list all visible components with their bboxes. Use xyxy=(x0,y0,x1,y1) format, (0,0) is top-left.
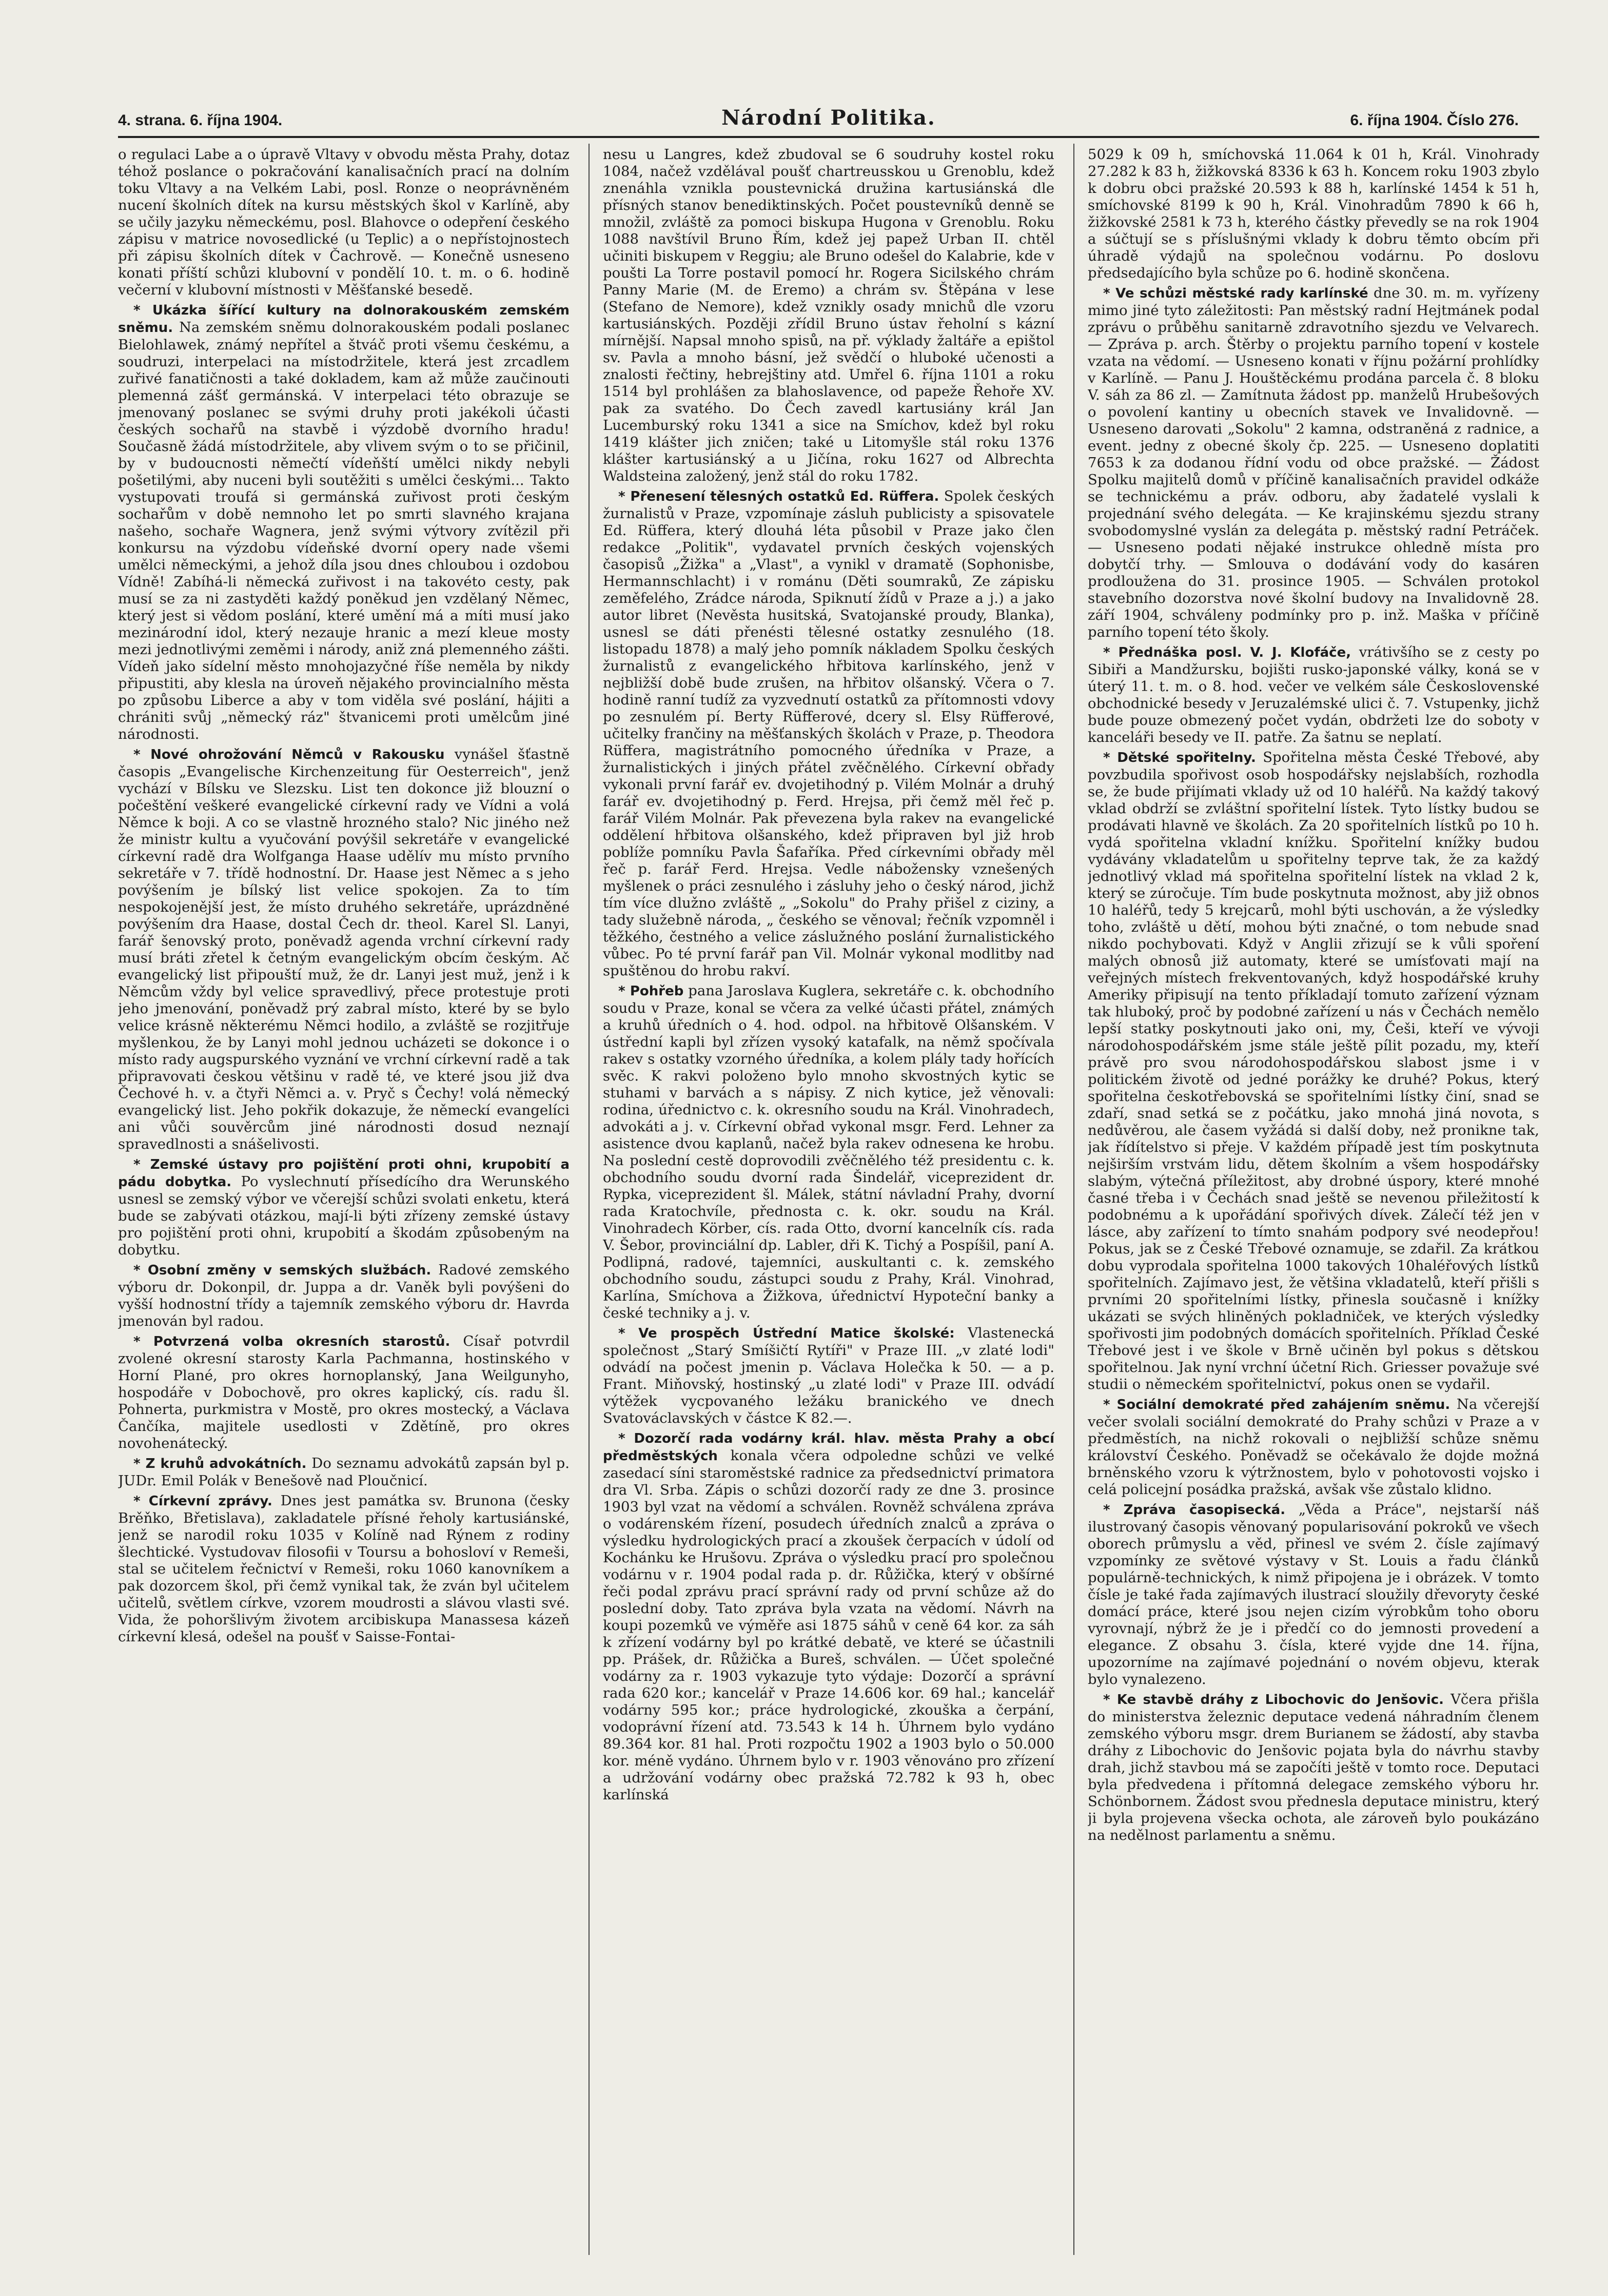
article-heading: * Ukázka šířící kultury na dolnorakouském zemském sněmu. xyxy=(118,303,570,336)
article-heading: * Přednáška posl. V. J. Klofáče, xyxy=(1103,645,1351,660)
article-text: Do seznamu advokátů zapsán byl p. JUDr. Emil Polák v Benešově nad Ploučnicí. xyxy=(118,1455,570,1489)
article-paragraph xyxy=(118,1156,570,1259)
column-2 xyxy=(603,146,1054,2255)
article-paragraph xyxy=(603,1325,1054,1427)
article-text: Spořitelna města České Třebové, aby povzbudila spořivost osob hospodářsky nejslabších, rozhodla se, že bude přijímati vklady už od 10 haléřů. Na každý takový vklad obdrží se zvláštní spořitelní lístek. Tyto lístky budou se prodávati hlavně ve školách. Za 20 spořitelních lístků po 10 h. vydá spořitelna vkladní knížku. Spořitelní knížky budou vydávány vkladatelům u spořitelny teprve tak, že za každý jednotlivý vklad má spořitelna spořitelní lístek na vklad 2 k, který se zúročuje. Tím bude poskytnuta možnost, aby již obnos 10 haléřů, tedy 5 krejcarů, mohl býti uschován, a že výsledky toho, zvláště u dětí, mohou býti značné, o tom nebude snad nikdo pochybovati. Když v Anglii zřizují se k vůli spoření malých obnosů již automaty, které se umísťovati mají na veřejných místech frekventovaných, když hospodářské kruhy Ameriky připisují na tento příkladají tomuto zařízení význam tak hluboký, proč by podobné zařízení u nás v Čechách nemělo lepší statky poskytnouti jako oni, my, Češi, kteří ve vývoji národohospodářském jsme stále ještě pílit pozadu, my, kteří právě pro svou národohospodářskou slabost jsme i v politickém životě od jedné porážky ke druhé? Pokus, který spořitelna českotřebovská se spořitelními lístky činí, snad se zdaří, snad setká se z počátku, jako mnohá jiná novota, s nedůvěrou, ale časem vyžádá si další doby, než pronikne tak, jak řídítelstvo si přeje. V každém případě jest tím poskytnuta nejširším vrstvám lidu, dětem školním a všem hospodářsky slabým, výtečná příležitost, aby drobné úspory, které mnohé časné třeba i v Čechách snad ještě se nevenou přiležitostí k podobnému a k upořádání spořivých dívek. Zálečí též jen v lásce, aby zařízení to tímto snahám podpory své neodepřou! Pokus, jak se z České Třebové oznamuje, se zdařil. Za krátkou dobu vyprodala spořitelna 1000 takových 10haléřových lístků spořitelních. Zajímavo jest, že většina vkladatelů, kteří přišli s prvními 20 spořitelními lístky, přinesla současně i knížky ukázati se svých hliněných pokladniček, ve kterých výsledky spořivosti jim podobných domácích spořitelních. Příklad České Třebové jest i ve škole v Brně učiněn byl pokus s dětskou spořitelnou. Jak nyní vrchní účetní Rich. Griesser považuje své studii o německém spořitelnictví, pokus onen se vydařil. xyxy=(1088,749,1539,1392)
article-heading: * Potvrzená volba okresních starostů. xyxy=(133,1334,450,1349)
article-paragraph xyxy=(1088,146,1539,282)
article-heading: * Nové ohrožování Němců v Rakousku xyxy=(133,747,445,762)
article-paragraph xyxy=(118,1455,570,1489)
newspaper-page xyxy=(118,92,1539,2273)
article-text: Po vyslechnutí přísedícího dra Werunského usnesl se zemský výbor ve včerejší schůzi svolati enketu, která bude se zabývati otázkou, mají-li býti zřízeny zemské ústavy pro pojištění proti ohni, krupobití a škodám způsobeným na dobytku. xyxy=(118,1173,570,1258)
article-heading: * Církevní zprávy. xyxy=(133,1494,272,1509)
article-heading: * Přenesení tělesných ostatků Ed. Rüffera. xyxy=(618,489,939,504)
article-paragraph xyxy=(118,1493,570,1645)
article-heading: * Pohřeb xyxy=(618,984,684,999)
article-paragraph xyxy=(1088,1501,1539,1688)
column-3 xyxy=(1088,146,1539,2255)
article-text: konala včera odpoledne schůzi ve velké zasedací síni staroměstské radnice za předsednictví primatora dra Vl. Srba. Zápis o schůzi dozorčí rady ze dne 3. prosince 1903 byl vzat na vědomí a schválen. Rovněž schválena zpráva o vodárenském řízení, posudech úředních znalců a zpráva o výsledku hydrologických prací a zkoušek čerpacích v údolí od Kochánku ke Hrušovu. Zpráva o výsledku prací pro společnou vodárnu v r. 1904 podal rada p. dr. Růžička, který v obšírné řeči podal zprávu prací správní rady od první schůze až do poslední doby. Tato zpráva byla vzata na vědomí. Návrh na koupi pozemků ve výměře asi 1875 sáhů v ceně 64 kor. za sáh k zřízení vodárny byl po krátké debatě, ve které se účastnili pp. Prášek, dr. Růžička a Bureš, schválen. — Účet společné vodárny za r. 1903 vykazuje tyto výdaje: Dozorčí a správní rada 620 kor.; kancelář v Praze 14.606 kor. 69 hal.; kancelář vodárny 595 kor.; práce hydrologické, zkouška a čerpání, vodoprávní řízení atd. 73.543 k 14 h. Úhrnem bylo vydáno 89.364 kor. 81 hal. Proti rozpočtu 1902 a 1903 bylo o 50.000 kor. méně vydáno. Úhrnem bylo v r. 1903 věnováno pro zřízení a udržování vodárny obec pražská 72.782 k 93 h, obec karlínská xyxy=(603,1447,1054,1803)
article-paragraph xyxy=(1088,1396,1539,1498)
article-text: o regulaci Labe a o úpravě Vltavy v obvodu města Prahy, dotaz téhož poslance o pokračování kanalisačních prací na dolním toku Vltavy a na Velkém Labi, posl. Ronze o neoprávněném nucení školních dítek na kursu městských škol v Karlíně, aby se učily jazyku německému, posl. Blahovce o odepření českého zápisu v matrice novosedlické (u Teplic) a o nepřístojnostech při zápisu školních dítek v Čachrově. — Konečně usneseno konati příští schůzi klubovní v pondělí 10. t. m. o 6. hodině večerní v klubovní místnosti v Měšťanské besedě. xyxy=(118,146,570,298)
page-number-date: 4. strana. 6. října 1904. xyxy=(118,112,283,129)
article-paragraph xyxy=(118,302,570,743)
article-heading: * Zemské ústavy pro pojištění proti ohni, krupobití a pádu dobytka. xyxy=(118,1157,570,1190)
masthead-title: Národní Politika. xyxy=(721,106,936,130)
article-heading: * Ve schůzi městské rady karlínské xyxy=(1103,286,1368,301)
article-text: Vlastenecká společnost „Starý Smíšičtí Rytíři" v Praze III. „v zlaté lodi" odvádí na počest jmenin p. Václava Holečka k 50. — a p. Frant. Miňovský, hostinský „u zlaté lodi" v Praze III. odvádí výtěžek vycpovaného ležáku branického ve dnech Svatováclavských v částce K 82.—. xyxy=(603,1325,1054,1426)
column-1 xyxy=(118,146,570,2255)
article-paragraph xyxy=(118,746,570,1153)
article-text: Dnes jest památka sv. Brunona (česky Brěňko, Břetislava), zakladatele přísné řeholy kartusiánské, jenž se narodil roku 1035 v Kolíně nad Rýnem z rodiny šlechtické. Vystudovav filosofii v Toursu a bohosloví v Remeši, stal se učitelem řečnictví v Remeši, roku 1060 kanovníkem a pak dozorcem škol, při čemž vynikal tak, že zván byl učitelem učitelů, světlem církve, vzorem moudrosti a slávou vlasti své. Vida, že pohoršlivým životem arcibiskupa Manassesa kázeň církevní klesá, odešel na poušť v Saisse-Fontai- xyxy=(118,1493,570,1645)
article-paragraph xyxy=(1088,749,1539,1393)
article-text: 5029 k 09 h, smíchovská 11.064 k 01 h, Král. Vinohrady 27.282 k 83 h, žižkovská 8336 k 63 h. Koncem roku 1903 zbylo k dobru obci pražské 20.593 k 88 h, karlínské 1454 k 51 h, smíchovské 8199 k 90 h, Král. Vinohradům 7890 k 66 h, žižkovské 2581 k 73 h, kterého částky převedly se na rok 1904 a súčtují se s příslušnými vklady k dobru těmto obcím při úhradě výdajů na společnou vodárnu. Po doslovu předsedajícího byla schůze po 6. hodině skončena. xyxy=(1088,146,1539,281)
article-text: vrátivšího se z cesty po Sibiři a Mandžursku, bojišti rusko-japonské války, koná se v úterý 11. t. m. o 8. hod. večer ve velkém sále Československé obchodnické besedy v Jeruzalémské ulici č. 7. Vstupenky, jichž bude pouze obmezený počet vydán, obdržeti lze do soboty v kanceláři besedy ve II. patře. Za šatnu se neplatí. xyxy=(1088,644,1539,745)
article-paragraph xyxy=(118,1333,570,1452)
article-paragraph xyxy=(603,1430,1054,1803)
page-header xyxy=(118,103,1539,133)
article-heading: * Dozorčí rada vodárny král. hlav. města Prahy a obcí předměstských xyxy=(603,1431,1054,1464)
article-text: Spolek českých žurnalistů v Praze, vzpomínaje zásluh publicisty a spisovatele Ed. Rüffera, který dlouhá léta působil v Praze jako člen redakce „Politik", vydavatel prvních českých vojenských časopisů „Žižka" a „Vlast", a vynikl v dramatě (Sophonisbe, Hermannschlacht) i v románu (Děti soumraků, Ze zápisku zeměfelého, Zrádce národa, Spiknutí žídů v Praze a j.) a jako autor libret (Nevěsta husitská, Svatojanské proudy, Blanka), usnesl se dáti přenésti tělesné ostatky zesnulého (18. listopadu 1878) a malý jeho pomník nákladem Spolku českých žurnalistů z evangelického hřbitova karlínského, jenž v nejbližší době bude zrušen, na hřbitov olšanský. Včera o 7. hodině ranní tudíž za vyzvednutí ostatků za přítomnosti vdovy po zesnulém pí. Berty Rüfferové, dcery sl. Elsy Rüfferové, učitelky frančiny na měšťanských školách v Praze, p. Theodora Rüffera, magistrátního pomocného úředníka v Praze, a žurnalistických i jiných přátel zvěčnělého. Církevní obřady vykonali první farář ev. dvojetihodný p. Vilém Molnár a druhý farář ev. dvojetihodný p. Ferd. Hrejsa, při čemž měl řeč p. farář Vilém Molnár. Pak převezena byla rakev na evangelické oddělení hřbitova olšanského, kdež připraven byl již hrob poblíže pomníku Pavla Šafaříka. Před církevními obřady měl řeč p. farář Ferd. Hrejsa. Vedle nábožensky vznešených myšlenek o práci zesnulého i zásluhy jeho o český národ, jichž tím více dlužno zvláště „ „Sokolu" do Prahy přišel z ciziny, a tady služebně národa, „ českého se věnoval; řečník vzpomněl i těžkého, čestného a velice záslužného poslání žurnalistického vůbec. Po té první farář pan Vil. Molnár vykonal modlitby nad spuštěnou do hrobu rakví. xyxy=(603,488,1054,979)
header-rule xyxy=(118,136,1539,138)
article-text: pana Jaroslava Kuglera, sekretáře c. k. obchodního soudu v Praze, konal se včera za velké účasti přátel, známých a kruhů úředních o 4. hod. odpol. na hřbitově Olšanském. V ústřední kapli byl zřízen vysoký katafalk, na němž spočívala rakev s ostatky vzorného úředníka, a kolem plály tady hořících svěc. K rakvi položeno bylo mnoho skvostných kytic se stuhami v barvách a s nápisy. Z nich kytice, jež věnovali: rodina, úřednictvo c. k. okresního soudu na Král. Vinohradech, advokáti a j. v. Církevní obřad vykonal msgr. Ferd. Lehner za asistence dvou kaplanů, načež byla rakev odnesena ke hrobu. Na poslední cestě doprovodili zvěčnělého též presidentu c. k. obchodního soudu dvorní rada Šindelář, viceprezident dr. Rypka, viceprezident šl. Málek, státní návladní Prahy, dvorní rada Kratochvíle, přednosta c. k. okr. soudu na Král. Vinohradech Körber, cís. rada Otto, dvorní kancelník cís. rada V. Šebor, provinciální dp. Labler, dři K. Tichý a Pospíšil, paní A. Podlipná, radové, tajemníci, auskultanti c. k. zemského obchodního soudu, zástupci soudu z Prahy, Král. Vinohrad, Karlína, Smíchova a Žižkova, úřednictví Hypoteční banky a české techniky a j. v. xyxy=(603,983,1054,1321)
issue-date-number: 6. října 1904. Číslo 276. xyxy=(1350,112,1519,129)
article-heading: * Dětské spořitelny. xyxy=(1103,750,1256,766)
article-paragraph xyxy=(603,488,1054,979)
article-heading: * Sociální demokraté před zahájením sněmu. xyxy=(1103,1397,1450,1412)
article-text: Radové zemského výboru dr. Dokonpil, dr. Juppa a dr. Vaněk byli povýšeni do vyšší hodnostní třídy a tajemník zemského výboru dr. Havrda jmenován byl radou. xyxy=(118,1262,570,1329)
article-paragraph xyxy=(118,1262,570,1330)
article-text: „Věda a Práce", nejstarší náš ilustrovaný časopis věnovaný popularisování pokroků ve všech oborech průmyslu a věd, přinesl ve svém 2. čísle zajímavý vzpomínky ze světové výstavy v St. Louis a řadu článků populárně-technických, k nimž připojena je i obrázek. V tomto čísle je také řada zajímavých ilustrací sloužily dřevoryty české domácí práce, které jsou nejen cizím výrobkům toho oboru vyrovnají, nýbrž že je i předčí co do jemnosti provedení a elegance. Z obsahu 3. čísla, které vyjde dne 14. října, upozorníme na zajímavé pojednání o novém objevu, kterak bylo vynalezeno. xyxy=(1088,1501,1539,1687)
article-heading: * Zpráva časopisecká. xyxy=(1103,1502,1286,1518)
article-text: Císař potvrdil zvolené okresní starosty Karla Pachmanna, hostinského v Horní Plané, pro okres hornoplanský, Jana Weilgunyho, hospodáře v Dobochově, pro okres kaplický, cís. radu šl. Pohnerta, purkmistra v Mostě, pro okres mostecký, a Václava Čančíka, majitele usedlosti v Zdětíně, pro okres novohenátecký. xyxy=(118,1333,570,1451)
article-paragraph xyxy=(603,983,1054,1322)
article-paragraph xyxy=(1088,644,1539,746)
article-text: vynášel šťastně časopis „Evangelische Kirchenzeitung für Oesterreich", jenž vychází v Bílsku ve Slezsku. List ten dokonce již blouzní o počeštění veškeré evangelické církevní rady ve Vídni a volá Němce k boji. A co se vlastně hrozného stalo? Nic jiného než že ministr kultu a vyučování povýšil sekretáře v evangelické církevní radě dra Wolfganga Haase udělív mu místo prvního sekretáře v 7. třídě hodnostní. Dr. Haase jest Němec a s jeho povýšením je bílský list velice spokojen. Za to tím nespokojenější jest, že místo druhého sekretáře, uprázdněné povýšením dra Haase, dostal Čech dr. theol. Karel Sl. Lanyi, farář šenovský proto, poněvadž agenda vrchní církevní rady musí bráti zřetel k četným evangelickým obcím českým. Ač evangelický list připouští muž, že dr. Lanyi jest muž, jenž i k Němcům vždy byl velice spravedlivý, přece protestuje proti jeho jmenování, poněvadž prý zabral místo, které by se bylo velice krásně některému Němci hodilo, a zvláště se rozjitřuje myšlenkou, že by Lanyi mohl jednou ucházeti se dokonce i o místo rady augspurského vyznání ve vrchní církevní radě a tak připravovati českou většinu v radě té, ve které jsou již dva Čechové h. v. a čtyři Němci a. v. Pryč s Čechy! volá německý evangelický list. Jeho pokřik dokazuje, že německí evangelíci ani vůči souvěrcům jiné národnosti dosud neznají spravedlnosti a snášelivosti. xyxy=(118,746,570,1152)
article-text: dne 30. m. m. vyřízeny mimo jiné tyto záležitosti: Pan městský radní Hejtmánek podal zprávu o průběhu sanitarně zdravotního sjezdu ve Velvarech. — Zpráva p. arch. Štěrby o projektu parního topení v kostele vzata na vědomí. — Usneseno konati v říjnu požární prohlídky v Karlíně. — Panu J. Houštěckému prodána parcela č. 8 bloku V. sáh za 86 zl. — Zamítnuta žádost pp. manželů Hrubešových o povolení kantiny u obecních stavek ve Invalidovně. — Usneseno darovati „Sokolu" 2 kamna, odstraněná z radnice, a event. jedny z obecné školy čp. 225. — Usneseno doplatiti 7653 k za dodanou řídní vodu od obce pražské. — Žádost Spolku majitelů domů v příčině kanalisačních pravidel odkáže se technickému a práv. odboru, aby žadatelé vyslali k projednání svého delegáta. — Ke krajinskému sjezdu strany svobodomyslné vyslán za delegáta p. městský radní Petráček. — Usneseno podati nějaké instrukce ohledně místa pro dobytčí trhy. — Smlouva o dodávání vody do kasáren prodloužena do 31. prosince 1905. — Schválen protokol stavebního dozorstva nové školní budovy na Invalidovně 28. září 1904, schváleny podmínky pro p. inž. Maška v příčině parního topení této školy. xyxy=(1088,285,1539,640)
article-text: nesu u Langres, kdež zbudoval se 6 soudruhy kostel roku 1084, načež vzdělával poušť chartreusskou u Grenoblu, kdež znenáhla vznikla poustevnická družina kartusiánská dle přísných stanov benediktinských. Počet poustevníků denně se množil, zvláště za pomoci biskupa Hugona v Grenoblu. Roku 1088 navštívil Bruno Řím, kdež jej papež Urban II. chtěl učiniti biskupem v Reggiu; ale Bruno odešel do Kalabrie, kde v poušti La Torre postavil pomocí hr. Rogera Sicilského chrám Panny Marie (M. de Eremo) a chrám sv. Štěpána v lese (Stefano de Nemore), kdež vznikly osady mnichů dle vzoru kartusiánských. Později zřídil Bruno ústav řeholní s kázní mírnější. Napsal mnoho spisů, na př. výklady žaltáře a epištol sv. Pavla a mnoho básní, jež svědčí o hluboké učenosti a znalosti řečtiny, hebrejštiny atd. Umřel 6. října 1101 a roku 1514 byl prohlášen za blahoslavence, od papeže Řehoře XV. pak za svatého. Do Čech zavedl kartusiány král Jan Lucemburský roku 1341 a sice na Smíchov, kdež byl roku 1419 klášter jich zničen; také u Litomyšle stál roku 1376 klášter kartusiánský a u Jičína, roku 1627 od Albrechta Waldsteina založený, jenž stál do roku 1782. xyxy=(603,146,1054,484)
article-text: Na včerejší večer svolali sociální demokraté do Prahy schůzi v Praze a v předměstích, na nichž rokovali o nejbližší schůze sněmu království Českého. Poněvadž se očekávalo že dojde možná brněnského vzoru k výtržnostem, bylo v pohotovosti vojsko i celá policejní posádka pražská, avšak vše zůstalo klidno. xyxy=(1088,1396,1539,1498)
article-heading: * Osobní změny v semských službách. xyxy=(133,1263,432,1278)
article-paragraph xyxy=(603,146,1054,485)
article-paragraph xyxy=(1088,1691,1539,1844)
column-divider xyxy=(589,144,590,2255)
article-heading: * Ve prospěch Ústřední Matice školské: xyxy=(618,1326,955,1341)
article-paragraph xyxy=(118,146,570,299)
article-heading: * Ke stavbě dráhy z Libochovic do Jenšovic. xyxy=(1103,1692,1444,1708)
article-text: Včera přišla do ministerstva železnic deputace vedená náhradním členem zemského výboru msgr. drem Burianem se žádostí, aby stavba dráhy z Libochovic do Jenšovic pojata byla do návrhu stavby drah, jichž stavbou má se započíti ještě v tomto roce. Deputaci byla předvedena i přítomná delegace zemského výboru hr. Schönbornem. Žádost svou přednesla deputace ministru, který ji byla projevena všecka ochota, ale zároveň bylo poukázáno na nedělnost parlamentu a sněmu. xyxy=(1088,1691,1539,1843)
article-paragraph xyxy=(1088,285,1539,641)
article-heading: * Z kruhů advokátních. xyxy=(133,1456,307,1471)
column-divider xyxy=(1073,144,1074,2255)
article-text: Na zemském sněmu dolnorakouském podali poslanec Bielohlawek, známý nepřítel a štváč proti všemu českému, a soudruzi, interpelaci na místodržitele, která jest zrcadlem zuřivé fanatičnosti a také dokladem, kam až může zaučinouti plemenná zášť germánská. V interpelaci této obrazuje se jmenovaný poslanec se svými druhy proti jakékoli účasti českých sochařů na stavbě i výzdobě dvorního hradu! Současně žádá místodržitele, aby vlivem svým o to se přičinil, by v budoucnosti němečtí vídeňští umělci nikdy nebyli pošetilými, aby nuceni byli soutěžiti s umělci českými... Takto vystupovati troufá si germánská zuřivost proti českým sochařům v době nemnoho let po smrti slavného krajana našeho, sochaře Wagnera, jenž svými výtvory zvítězil při konkursu na výzdobu vídeňské dvorní opery nade všemi umělci německými, a jehož díla jsou dnes chloubou i ozdobou Vídně! Zabíhá-li německá zuřivost i na takovéto cesty, pak musí se za ni zastyděti každý poněkud jen vzdělaný Němec, který jest si vědom poslání, které umění má a míti musí jako mezinárodní idol, který nezauje hranic a mezí kleue mosty mezi jednotlivými zeměmi i národy, aniž zná plemenného zášti. Vídeň jako sídelní město mnohojazyčné říše neměla by nikdy připustiti, aby klesla na úroveň nějakého provincialního města po způsobu Liberce a aby v tom viděla své poslání, hájiti a chrániti svůj „německý ráz" štvanicemi proti umělcům jiné národnosti. xyxy=(118,319,570,742)
